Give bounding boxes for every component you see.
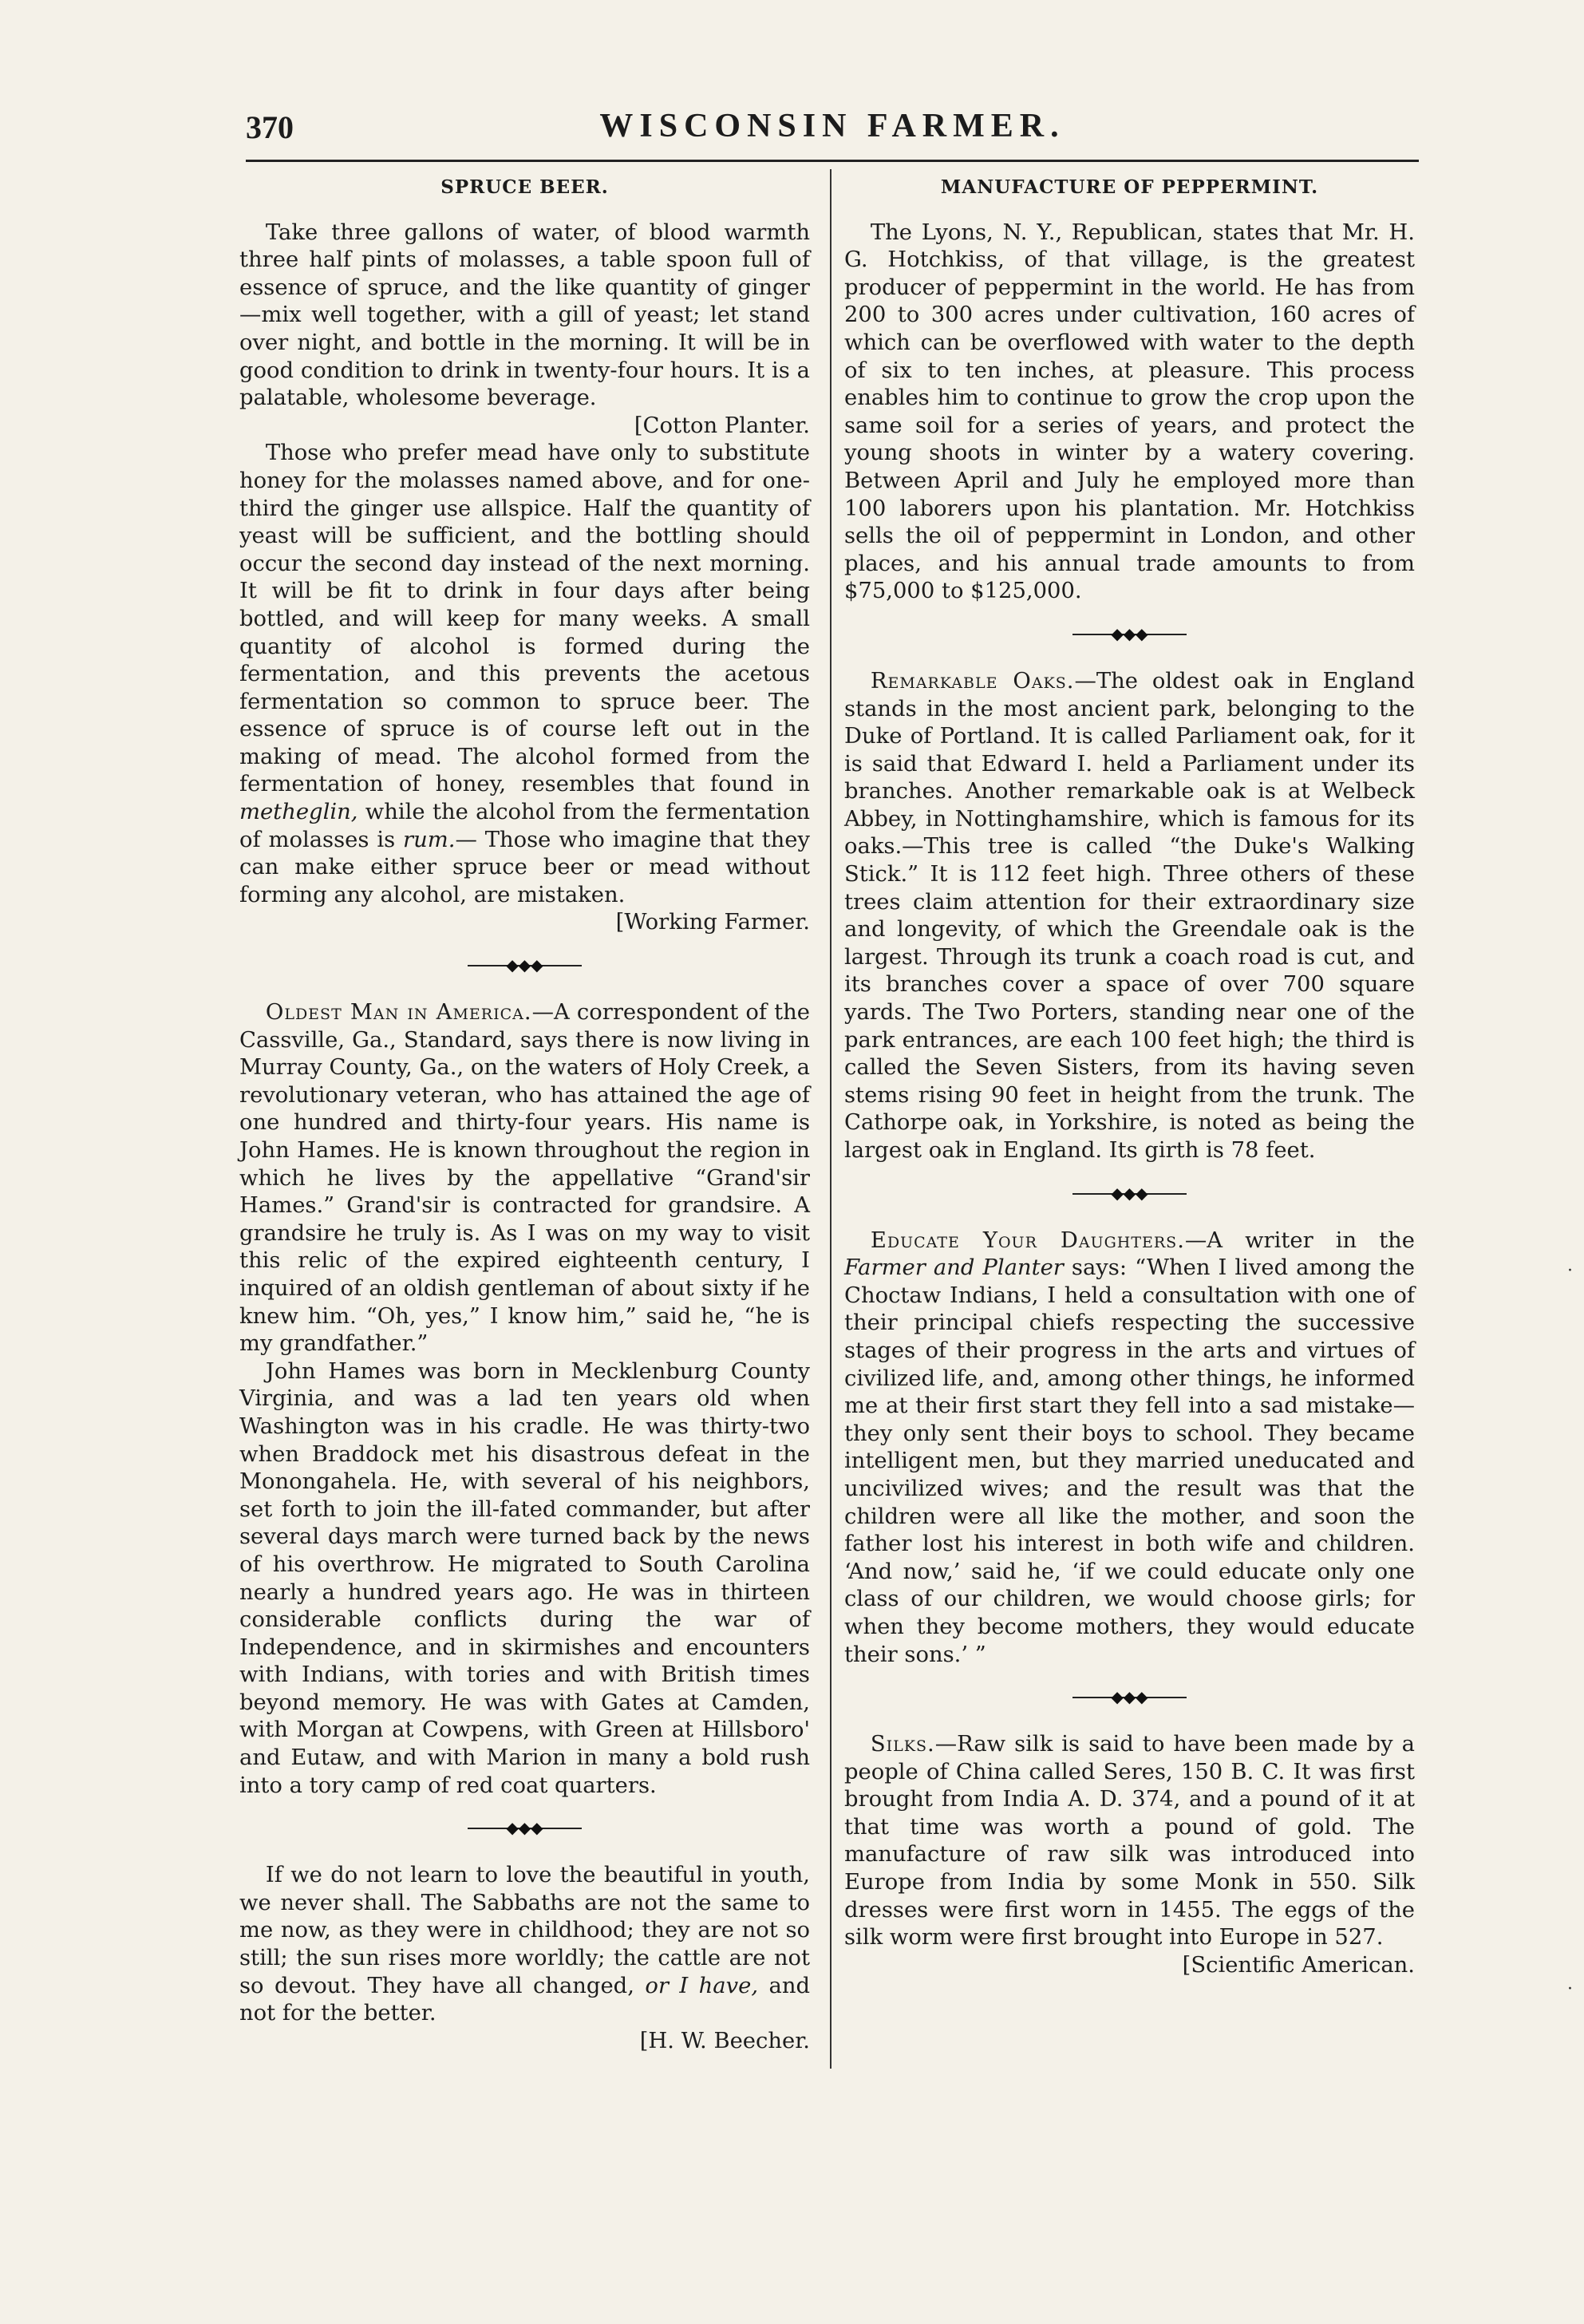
ornament-icon: ◆◆◆ (1111, 1687, 1148, 1707)
italic-term: or I have, (645, 1973, 759, 1998)
article-paragraph (239, 999, 810, 1358)
section-separator (844, 1687, 1415, 1707)
ornament-icon: ◆◆◆ (506, 1818, 543, 1838)
paragraph-text: says: “When I lived among the Choctaw Indians, I held a consultation with one of their principal chiefs respecting the successive stages of their progress in the arts and virtues of civilized life, and, among other things, he informed me at their first start they fell into a sad mistake—they only sent their boys to school. They became intelligent men, but they married uneducated and uncivilized wives; and the result was that the children were all like the mother, and soon the father lost his interest in both wife and children. ‘And now,’ said he, ‘if we could educate only one class of our children, we would choose girls; for when they become mothers, they would educate their sons.’ ” (844, 1255, 1416, 1667)
section-separator (844, 1183, 1415, 1203)
paragraph-text: Those who prefer mead have only to substitute honey for the molasses named above, and for one-third the ginger use allspice. Half the quantity of yeast will be sufficient, and the bottling should occur the second day instead of the next morning. It will be fit to drink in four days after being bottled, and will keep for many weeks. A small quantity of alcohol is formed during the fermentation, and this prevents the acetous fermentation so common to spruce beer. The essence of spruce is of course left out in the making of mead. The alcohol formed from the fermentation of honey, resembles that found in (239, 441, 810, 797)
section-separator (844, 623, 1415, 643)
article-paragraph (239, 1358, 810, 1800)
section-separator (239, 1820, 810, 1836)
italic-term: metheglin, (239, 800, 358, 825)
article-paragraph (239, 219, 810, 441)
article-lead-daughters: Educate Your Daughters. (870, 1227, 1185, 1253)
header-rule (246, 160, 1419, 162)
article-credit: [H. W. Beecher. (639, 2028, 810, 2053)
ornament-icon: ◆◆◆ (1111, 1183, 1148, 1203)
article-paragraph (239, 440, 810, 937)
paragraph-text: —Raw silk is said to have been made by a people of China called Seres, 150 B. C. It was first brought from India A. D. 374, and a pound of it at that time was worth a pound of gold. The manufacture of raw silk was introduced into Europe from India by some Monk in 550. Silk dresses were first worn in 1455. The eggs of the silk worm were first brought into Europe in 527. (844, 1732, 1415, 1951)
scan-edge-mark: · (1567, 1979, 1573, 1999)
article-lead-silks: Silks. (870, 1732, 935, 1757)
article-credit: [Working Farmer. (615, 910, 810, 935)
italic-term: rum. (403, 827, 456, 852)
article-lead-oaks: Remarkable Oaks. (870, 668, 1075, 694)
paragraph-text: The Lyons, N. Y., Republican, states that Mr. H. G. Hotchkiss, of that village, is the greatest producer of peppermint in the world. He has from 200 to 300 acres under cultivation, 160 acres of which can be overflowed with water to the depth of six to ten inches, at pleasure. This process enables him to continue to grow the crop upon the same soil for a series of years, and protect the young shoots in winter by a watery covering. Between April and July he employed more than 100 laborers upon his plantation. Mr. Hotchkiss sells the oil of peppermint in London, and other places, and his annual trade amounts to from $75,000 to $125,000. (844, 219, 1415, 604)
paragraph-text: —A correspondent of the Cassville, Ga., Standard, says there is now living in Murray County, Ga., on the waters of Holy Creek, a revolutionary veteran, who has attained the age of one hundred and thirty-four years. His name is John Hames. He is known throughout the region in which he lives by the appellative “Grand'sir Hames.” Grand'sir is contracted for grandsire. A grandsire he truly is. As I was on my way to visit this relic of the expired eighteenth century, I inquired of an oldish gentleman of about sixty if he knew him. “Oh, yes,” I know him,” said he, “he is my grandfather.” (239, 1000, 811, 1357)
paragraph-text: —The oldest oak in England stands in the most ancient park, belonging to the Duke of Portland. It is called Parliament oak, for it is said that Edward I. held a Parliament under its branches. Another remarkable oak is at Welbeck Abbey, in Nottinghamshire, which is famous for its oaks.—This tree is called “the Duke's Walking Stick.” It is 112 feet high. Three others of these trees claim attention for their extraordinary size and longevity, of which the Greendale oak is the largest. Through its trunk a coach road is cut, and its branches cover a space of over 700 square yards. The Two Porters, standing near one of the park entrances, are each 100 feet high; the third is called the Seven Sisters, from its having seven stems rising 90 feet in height from the trunk. The Cathorpe oak, in Yorkshire, is noted as being the largest oak in England. Its girth is 78 feet. (844, 668, 1415, 1163)
page-header (246, 104, 1419, 152)
article-credit: [Cotton Planter. (634, 413, 810, 438)
paragraph-text: Take three gallons of water, of blood warmth three half pints of molasses, a table spoon full of essence of spruce, and the like quantity of ginger—mix well together, with a gill of yeast; let stand over night, and bottle in the morning. It will be in good condition to drink in twenty-four hours. It is a palatable, wholesome beverage. (239, 219, 810, 411)
italic-term: Farmer and Planter (844, 1255, 1064, 1281)
paragraph-text: If we do not learn to love the beautiful in youth, we never shall. The Sabbaths are not the same to me now, as they were in childhood; they are not so still; the sun rises more worldly; the cattle are not so devout. They have all changed, (239, 1863, 810, 1998)
article-paragraph (844, 219, 1415, 606)
column-divider (830, 169, 832, 2069)
scan-edge-mark: · (1567, 1261, 1573, 1281)
paragraph-text: — Those who imagine that they can make either spruce beer or mead without forming any alcohol, are mistaken. (239, 827, 810, 907)
journal-title: WISCONSIN FARMER. (599, 108, 1065, 144)
ornament-icon: ◆◆◆ (1111, 623, 1148, 643)
article-paragraph (844, 668, 1415, 1165)
left-column (239, 174, 810, 2055)
paragraph-text: while the alcohol from the fermentation of molasses is (239, 800, 810, 852)
article-paragraph (844, 1227, 1415, 1670)
paragraph-text: —A writer in the (1184, 1227, 1415, 1253)
article-lead-oldest-man: Oldest Man in America. (265, 1000, 532, 1026)
article-title-peppermint: MANUFACTURE OF PEPPERMINT. (940, 176, 1319, 198)
page-number: 370 (246, 109, 294, 145)
paragraph-text: John Hames was born in Mecklenburg County Virginia, and was a lad ten years old when Washington was in his cradle. He was thirty-two when Braddock met his disastrous defeat in the Monongahela. He, with several of his neighbors, set forth to join the ill-fated commander, but after several days march were turned back by the news of his overthrow. He migrated to South Carolina nearly a hundred years ago. He was in thirteen considerable conflicts during the war of Independence, and in skirmishes and encounters with Indians, with tories and with British times beyond memory. He was with Gates at Camden, with Morgan at Cowpens, with Green at Hillsboro' and Eutaw, and with Marion in many a bold rush into a tory camp of red coat quarters. (239, 1358, 810, 1798)
article-credit: [Scientific American. (1182, 1952, 1415, 1978)
section-separator (239, 955, 810, 975)
paragraph-text: and not for the better. (239, 1973, 810, 2026)
right-column (844, 174, 1415, 1979)
article-title-spruce-beer: SPRUCE BEER. (440, 176, 609, 198)
ornament-icon: ◆◆◆ (506, 955, 543, 975)
article-paragraph (844, 1731, 1415, 1979)
article-paragraph (239, 1862, 810, 2055)
